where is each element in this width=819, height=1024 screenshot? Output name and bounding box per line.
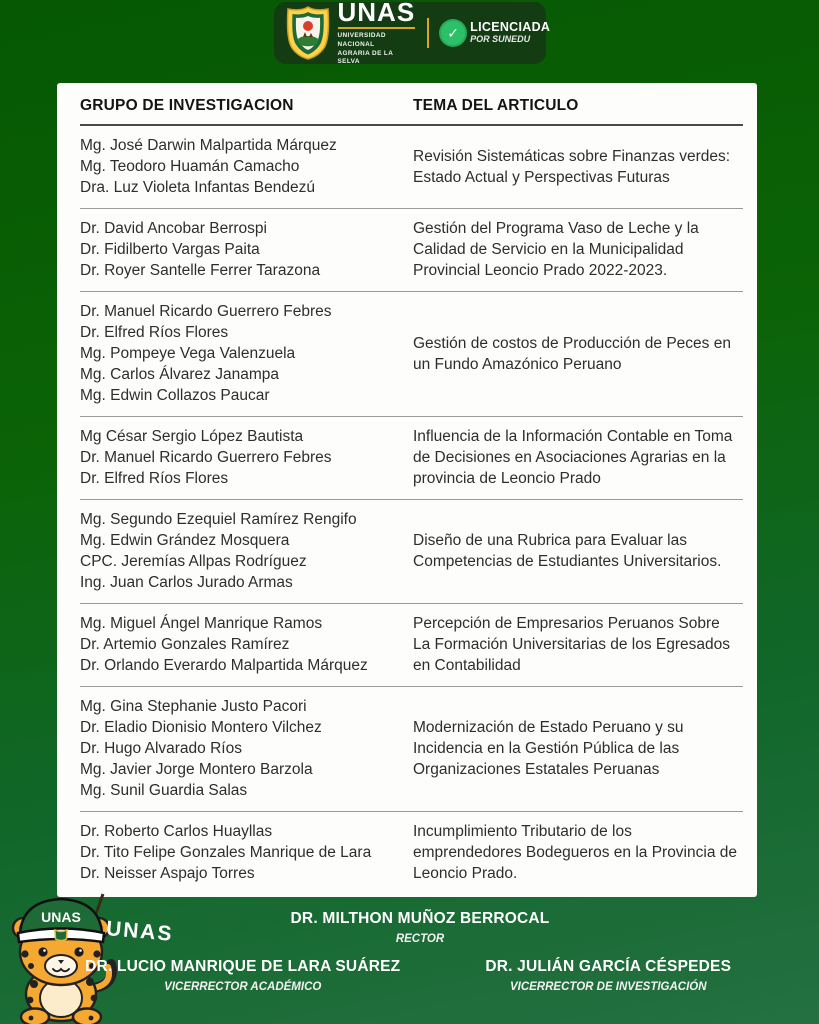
logo-acronym: UNAS [337, 0, 416, 28]
member-name: Dr. Royer Santelle Ferrer Tarazona [80, 262, 321, 279]
member-name: Dr. Tito Felipe Gonzales Manrique de Lara [80, 844, 372, 861]
member-name: Dr. Fidilberto Vargas Paita [80, 241, 260, 258]
research-group-members [80, 135, 413, 198]
university-name-line1: UNIVERSIDAD NACIONAL [337, 32, 386, 48]
member-name: Dr. Neisser Aspajo Torres [80, 865, 255, 882]
vicerector-academico-name: DR. LUCIO MANRIQUE DE LARA SUÁREZ [85, 958, 401, 975]
member-name: Dr. Eladio Dionisio Montero Vilchez [80, 719, 322, 736]
rector-block [40, 910, 800, 945]
column-header-grupo: GRUPO DE INVESTIGACION [80, 97, 294, 114]
vicerector-investigacion-name: DR. JULIÁN GARCÍA CÉSPEDES [485, 958, 732, 975]
member-name: CPC. Jeremías Allpas Rodríguez [80, 553, 307, 570]
table-body [80, 126, 743, 894]
logo-wordmark [338, 0, 416, 67]
member-name: Dr. Elfred Ríos Flores [80, 470, 229, 487]
table-row [80, 604, 743, 687]
member-name: Dr. Artemio Gonzales Ramírez [80, 636, 290, 653]
vicerector-academico-block [60, 958, 426, 993]
research-group-members [80, 696, 413, 801]
vicerector-investigacion-block [426, 958, 792, 993]
vicerector-investigacion-title: VICERRECTOR DE INVESTIGACIÓN [509, 981, 707, 993]
table-row [80, 812, 743, 894]
member-name: Mg. Gina Stephanie Justo Pacori [80, 698, 307, 715]
licensed-sublabel: POR SUNEDU [470, 34, 531, 45]
member-name: Dr. Manuel Ricardo Guerrero Febres [80, 303, 332, 320]
article-topic-text: Modernización de Estado Peruano y su Incidencia en la Gestión Pública de las Organizaciones Estatales Peruanas [413, 719, 684, 778]
research-group-members [80, 301, 413, 406]
rector-name: DR. MILTHON MUÑOZ BERROCAL [290, 910, 550, 927]
member-name: Dr. Manuel Ricardo Guerrero Febres [80, 449, 332, 466]
table-panel [57, 83, 757, 897]
gold-rule [338, 27, 416, 29]
university-name-line2: AGRARIA DE LA SELVA [337, 49, 393, 66]
member-name: Dr. Hugo Alvarado Ríos [80, 740, 242, 757]
article-topic [413, 301, 743, 406]
table-row [80, 417, 743, 500]
member-name: Dr. Roberto Carlos Huayllas [80, 823, 273, 840]
member-name: Mg. Javier Jorge Montero Barzola [80, 761, 313, 778]
member-name: Dr. David Ancobar Berrospi [80, 220, 267, 237]
research-group-members [80, 509, 413, 593]
article-topic [413, 613, 743, 676]
article-topic-text: Gestión de costos de Producción de Peces en un Fundo Amazónico Peruano [413, 334, 731, 373]
licensed-label: LICENCIADA [470, 20, 551, 35]
member-name: Mg. Edwin Collazos Paucar [80, 387, 270, 404]
licensed-badge [441, 21, 550, 45]
check-seal-icon: ✓ [441, 21, 465, 45]
article-topic [413, 218, 743, 281]
member-name: Ing. Juan Carlos Jurado Armas [80, 574, 293, 591]
member-name: Mg. Miguel Ángel Manrique Ramos [80, 615, 323, 632]
article-topic [413, 696, 743, 801]
vicerectors-row [60, 958, 791, 993]
article-topic-text: Influencia de la Información Contable en Toma de Decisiones en Asociaciones Agrarias en la provincia de Leoncio Prado [413, 428, 733, 487]
table-row [80, 126, 743, 209]
column-header-tema: TEMA DEL ARTICULO [413, 97, 579, 114]
header-banner [274, 0, 551, 66]
member-name: Mg. Teodoro Huamán Camacho [80, 158, 300, 175]
member-name: Mg. Segundo Ezequiel Ramírez Rengifo [80, 511, 357, 528]
member-name: Dr. Elfred Ríos Flores [80, 324, 229, 341]
article-topic-text: Percepción de Empresarios Peruanos Sobre La Formación Universitarias de los Egresados en Contabilidad [413, 615, 731, 674]
table-row [80, 209, 743, 292]
research-group-members [80, 613, 413, 676]
article-topic [413, 135, 743, 198]
member-name: Mg. Sunil Guardia Salas [80, 782, 248, 799]
member-name: Dra. Luz Violeta Infantas Bendezú [80, 179, 315, 196]
article-topic [413, 426, 743, 489]
member-name: Dr. Orlando Everardo Malpartida Márquez [80, 657, 368, 674]
rector-title: RECTOR [395, 933, 445, 945]
article-topic [413, 509, 743, 593]
research-group-members [80, 218, 413, 281]
article-topic-text: Diseño de una Rubrica para Evaluar las Competencias de Estudiantes Universitarios. [413, 532, 722, 570]
member-name: Mg. José Darwin Malpartida Márquez [80, 137, 337, 154]
member-name: Mg. Edwin Grández Mosquera [80, 532, 290, 549]
table-row [80, 500, 743, 604]
table-row [80, 292, 743, 417]
member-name: Mg. Carlos Álvarez Janampa [80, 366, 279, 383]
mascot-cap-label: UNAS [41, 909, 81, 925]
article-topic-text: Incumplimiento Tributario de los emprendedores Bodegueros en la Provincia de Leoncio Prado. [413, 823, 737, 882]
member-name: Mg César Sergio López Bautista [80, 428, 304, 445]
unas-wordmark: UNAS [105, 917, 175, 946]
table-row [80, 687, 743, 812]
table-header [80, 83, 743, 126]
research-group-members [80, 821, 413, 884]
member-name: Mg. Pompeye Vega Valenzuela [80, 345, 296, 362]
research-group-members [80, 426, 413, 489]
article-topic-text: Gestión del Programa Vaso de Leche y la Calidad de Servicio en la Municipalidad Provincial Leoncio Prado 2022-2023. [413, 220, 699, 279]
article-topic-text: Revisión Sistemáticas sobre Finanzas verdes: Estado Actual y Perspectivas Futuras [413, 147, 731, 186]
vicerector-academico-title: VICERRECTOR ACADÉMICO [164, 981, 322, 993]
gold-divider [427, 18, 429, 48]
unas-shield-icon [286, 6, 330, 60]
article-topic [413, 821, 743, 884]
